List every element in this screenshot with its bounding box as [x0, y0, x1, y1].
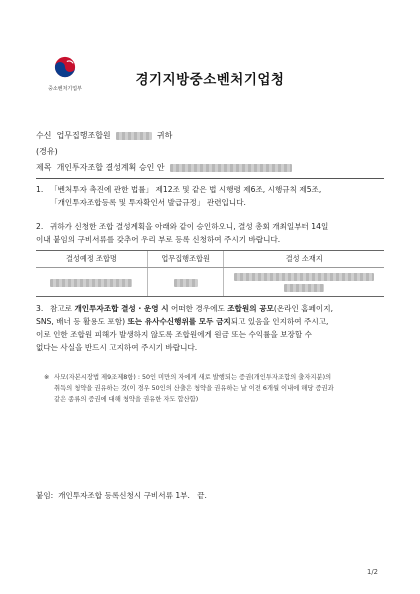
table-cell — [147, 268, 224, 297]
redacted-block — [116, 132, 152, 140]
paragraph-number: 2. — [36, 222, 44, 231]
subject-value: 개인투자조합 결성계획 승인 안 — [56, 163, 165, 172]
note-mark: ※ — [44, 374, 50, 381]
paragraph-text: SNS, 배너 등 활용도 포함) — [36, 317, 126, 326]
table-row — [36, 268, 384, 297]
note-text: 취득의 청약을 권유하는 것(이 경우 50인의 산출은 청약을 권유하는 날 이전 6개월 이내에 해당 증권과 — [54, 385, 334, 392]
paragraph-emphasis: 조합원의 공모 — [227, 304, 274, 313]
via-line: (경유) — [36, 147, 58, 156]
table-header: 업무집행조합원 — [147, 251, 224, 268]
page-number: 1/2 — [367, 568, 378, 576]
paragraph-1 — [36, 183, 384, 209]
fund-info-table — [36, 250, 384, 297]
paragraph-text: 「벤처투자 촉진에 관한 법률」 제12조 및 같은 법 시행령 제6조, 시행규칙 제5조, — [50, 185, 322, 194]
redacted-block — [284, 284, 324, 292]
agency-title: 경기지방중소벤처기업청 — [135, 72, 285, 88]
redacted-block — [50, 279, 132, 287]
table-cell — [224, 268, 384, 297]
attachment-label: 붙임: — [36, 491, 54, 500]
paragraph-emphasis: 개인투자조합 결성 · 운영 시 — [74, 304, 169, 313]
paragraph-text: 이로 인한 조합원 피해가 발생하지 않도록 조합원에게 원금 또는 수익률을 보장할 수 — [36, 330, 312, 339]
recipient-suffix: 귀하 — [156, 131, 173, 140]
attachment-line — [36, 490, 207, 501]
paragraph-text: (온라인 홈페이지, — [273, 304, 334, 313]
attachment-end: 끝. — [197, 491, 207, 500]
subject-divider — [36, 178, 384, 179]
paragraph-text: 어떠한 경우에도 — [171, 304, 225, 313]
paragraph-text: 「개인투자조합등록 및 투자확인서 발급규정」 관련입니다. — [50, 198, 246, 207]
paragraph-text: 귀하가 신청한 조합 결성계획을 아래와 같이 승인하오니, 결성 총회 개최일부터 14일 — [50, 222, 329, 231]
redacted-block — [174, 279, 198, 287]
recipient-value: 업무집행조합원 — [56, 131, 111, 140]
paragraph-number: 1. — [36, 185, 44, 194]
subject-label: 제목 — [36, 163, 52, 172]
paragraph-text: 참고로 — [50, 304, 73, 313]
org-name: 중소벤처기업부 — [48, 86, 82, 92]
paragraph-emphasis: 또는 유사수신행위를 모두 금지 — [127, 317, 231, 326]
footnote — [44, 372, 384, 405]
redacted-block — [234, 273, 374, 281]
note-text: 사모(자본시장법 제9조제8항) : 50인 미만의 자에게 새로 발행되는 증권(개인투자조합의 출자지분)의 — [54, 374, 332, 381]
paragraph-2 — [36, 220, 384, 246]
table-header-row — [36, 251, 384, 268]
subject-line — [36, 162, 292, 173]
paragraph-text: 이내 붙임의 구비서류를 갖추어 우리 부로 등록 신청하여 주시기 바랍니다. — [36, 235, 281, 244]
table-cell — [36, 268, 147, 297]
paragraph-3 — [36, 302, 384, 354]
paragraph-text: 없다는 사실을 반드시 고지하여 주시기 바랍니다. — [36, 343, 198, 352]
recipient-line — [36, 130, 172, 141]
redacted-block — [170, 164, 292, 172]
table-header: 결성예정 조합명 — [36, 251, 147, 268]
note-text: 같은 종류의 증권에 대해 청약을 권유한 자도 합산함) — [54, 396, 199, 403]
paragraph-text: 되고 있음을 인지하여 주시고, — [230, 317, 329, 326]
paragraph-number: 3. — [36, 304, 44, 313]
table-header: 결성 소재지 — [224, 251, 384, 268]
recipient-label: 수신 — [36, 131, 52, 140]
attachment-value: 개인투자조합 등록신청시 구비서류 1부. — [58, 491, 190, 500]
